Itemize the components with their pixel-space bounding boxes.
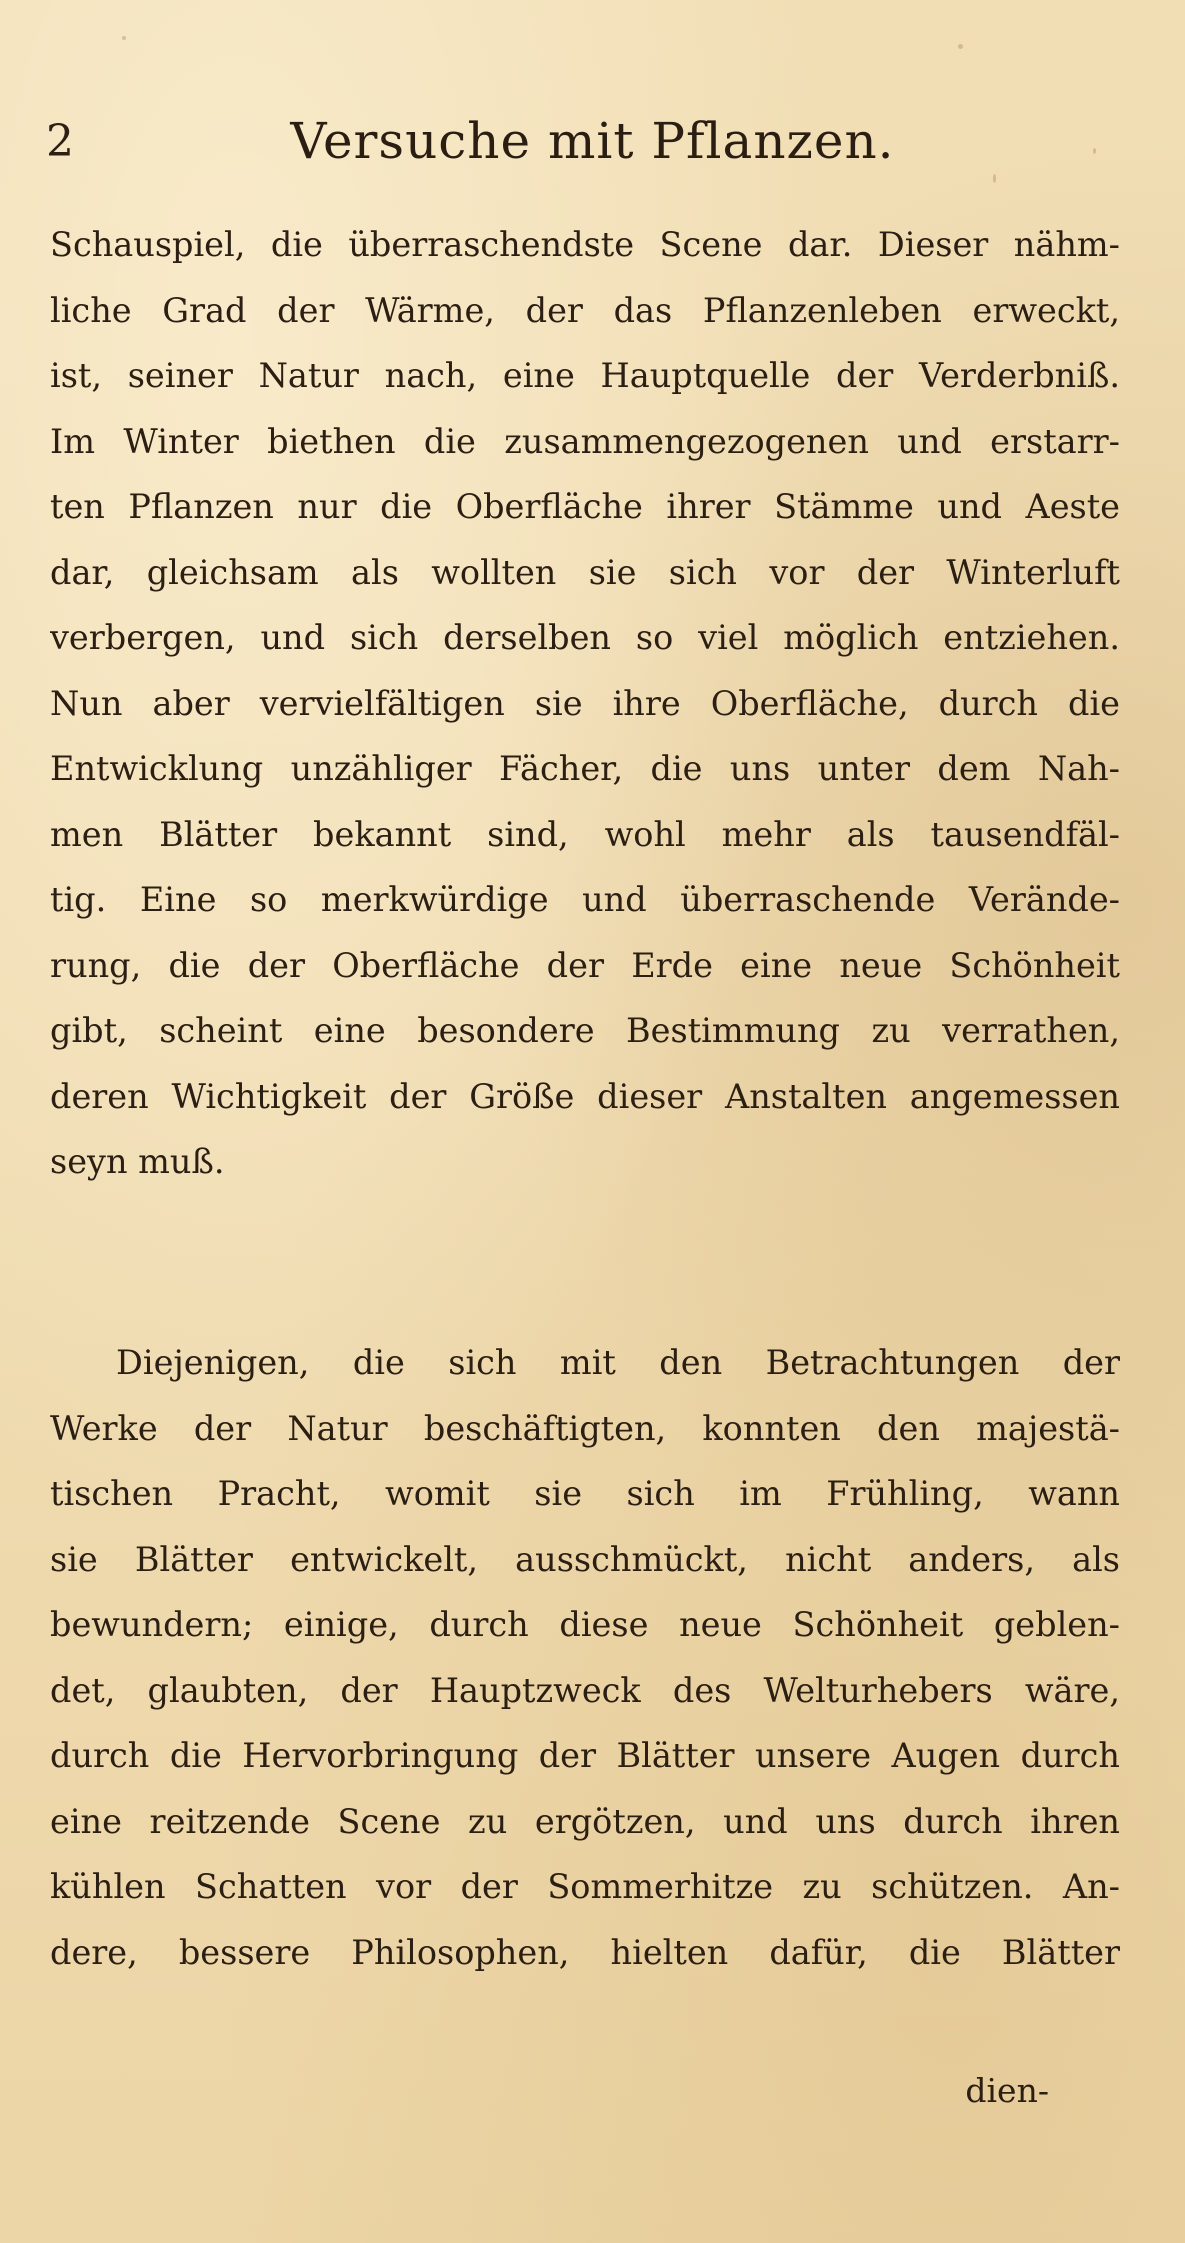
text-line: liche Grad der Wärme, der das Pflanzenleben erweckt,: [50, 290, 1120, 330]
text-line: verbergen, und sich derselben so viel möglich entziehen.: [50, 618, 1120, 657]
text-line: sie Blätter entwickelt, ausschmückt, nicht anders, als: [50, 1539, 1120, 1579]
text-line: dar, gleichsam als wollten sie sich vor der Winterluft: [50, 552, 1120, 592]
text-line: Nun aber vervielfältigen sie ihre Oberfläche, durch die: [50, 683, 1120, 723]
text-line: dere, bessere Philosophen, hielten dafür, die Blätter: [50, 1932, 1120, 1972]
ink-speck: [122, 36, 126, 40]
text-line: rung, die der Oberfläche der Erde eine neue Schönheit: [50, 945, 1120, 985]
text-line: deren Wichtigkeit der Größe dieser Anstalten angemessen: [50, 1076, 1120, 1116]
text-line: gibt, scheint eine besondere Bestimmung zu verrathen,: [50, 1011, 1120, 1050]
text-line: Im Winter biethen die zusammengezogenen und erstarr-: [50, 421, 1120, 461]
text-line: bewundern; einige, durch diese neue Schönheit geblen-: [50, 1605, 1120, 1644]
text-line: kühlen Schatten vor der Sommerhitze zu schützen. An-: [50, 1867, 1120, 1906]
page-header: [0, 108, 1185, 178]
text-line: det, glaubten, der Hauptzweck des Welturhebers wäre,: [50, 1670, 1120, 1710]
text-line: seyn muß.: [50, 1142, 225, 1181]
text-line: durch die Hervorbringung der Blätter unsere Augen durch: [50, 1736, 1120, 1775]
text-line: Diejenigen, die sich mit den Betrachtungen der: [116, 1343, 1120, 1382]
paragraph-2: [50, 1330, 1120, 1985]
ink-speck: [958, 44, 963, 49]
text-line: Werke der Natur beschäftigten, konnten den majestä-: [50, 1408, 1120, 1448]
text-line: ist, seiner Natur nach, eine Hauptquelle der Verderbniß.: [50, 356, 1120, 395]
text-line: Schauspiel, die überraschendste Scene dar. Dieser nähm-: [50, 225, 1120, 264]
text-line: tig. Eine so merkwürdige und überraschende Verände-: [50, 880, 1120, 919]
catchword: dien-: [965, 2071, 1049, 2110]
paragraph-1: [50, 212, 1120, 1195]
page-number: 2: [46, 116, 74, 167]
text-line: Entwicklung unzähliger Fächer, die uns unter dem Nah-: [50, 749, 1120, 788]
text-line: tischen Pracht, womit sie sich im Frühling, wann: [50, 1474, 1120, 1513]
text-line: eine reitzende Scene zu ergötzen, und uns durch ihren: [50, 1801, 1120, 1841]
text-line: ten Pflanzen nur die Oberfläche ihrer Stämme und Aeste: [50, 487, 1120, 526]
text-line: men Blätter bekannt sind, wohl mehr als tausendfäl-: [50, 814, 1120, 854]
running-head: Versuche mit Pflanzen.: [290, 112, 895, 170]
